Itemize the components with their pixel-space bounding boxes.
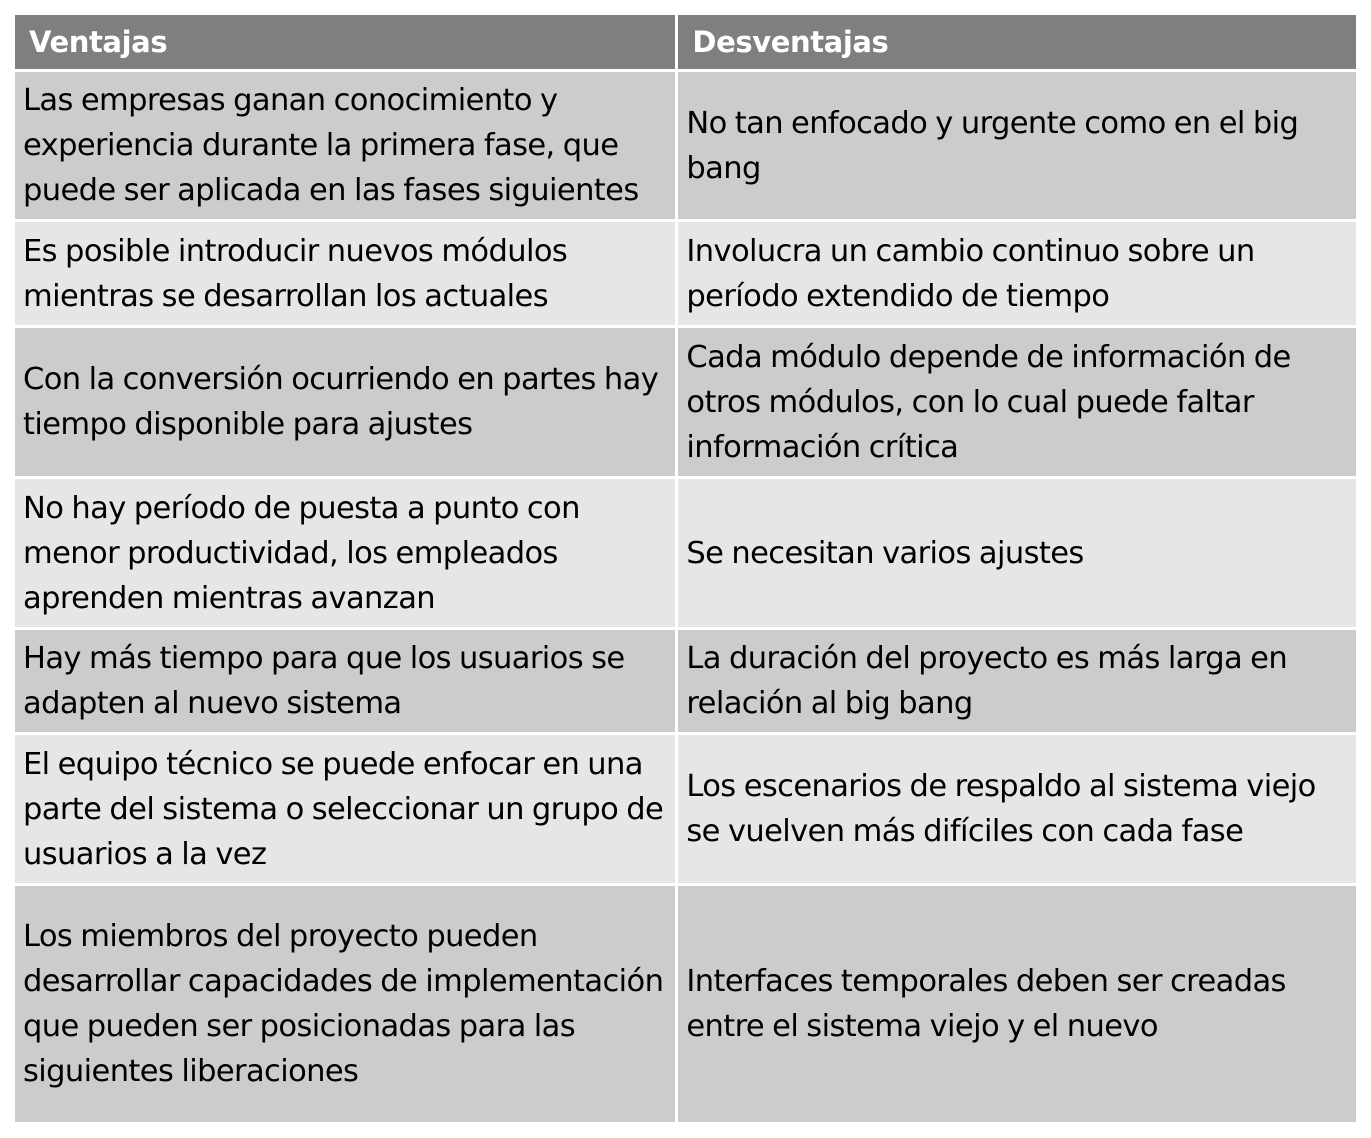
table-header bbox=[14, 14, 1358, 71]
desventaja-cell: Se necesitan varios ajustes bbox=[677, 478, 1358, 629]
ventaja-cell: Con la conversión ocurriendo en partes hay tiempo disponible para ajustes bbox=[14, 327, 677, 478]
desventaja-cell: Cada módulo depende de información de otros módulos, con lo cual puede faltar información crítica bbox=[677, 327, 1358, 478]
desventaja-cell: Los escenarios de respaldo al sistema viejo se vuelven más difíciles con cada fase bbox=[677, 734, 1358, 885]
desventaja-cell: Interfaces temporales deben ser creadas entre el sistema viejo y el nuevo bbox=[677, 885, 1358, 1124]
table-row bbox=[14, 885, 1358, 1124]
header-ventajas: Ventajas bbox=[14, 14, 677, 71]
table-row bbox=[14, 478, 1358, 629]
table-body bbox=[14, 71, 1358, 1124]
header-desventajas: Desventajas bbox=[677, 14, 1358, 71]
table-row bbox=[14, 734, 1358, 885]
desventaja-cell: Involucra un cambio continuo sobre un período extendido de tiempo bbox=[677, 221, 1358, 327]
header-row bbox=[14, 14, 1358, 71]
table-row bbox=[14, 71, 1358, 221]
ventaja-cell: Es posible introducir nuevos módulos mientras se desarrollan los actuales bbox=[14, 221, 677, 327]
comparison-table bbox=[12, 12, 1359, 1125]
ventaja-cell: Hay más tiempo para que los usuarios se adapten al nuevo sistema bbox=[14, 629, 677, 734]
desventaja-cell: No tan enfocado y urgente como en el big bang bbox=[677, 71, 1358, 221]
table-row bbox=[14, 327, 1358, 478]
ventaja-cell: El equipo técnico se puede enfocar en una parte del sistema o seleccionar un grupo de usuarios a la vez bbox=[14, 734, 677, 885]
desventaja-cell: La duración del proyecto es más larga en relación al big bang bbox=[677, 629, 1358, 734]
table-row bbox=[14, 221, 1358, 327]
ventaja-cell: No hay período de puesta a punto con menor productividad, los empleados aprenden mientras avanzan bbox=[14, 478, 677, 629]
ventaja-cell: Los miembros del proyecto pueden desarrollar capacidades de implementación que pueden ser posicionadas para las siguientes liberaciones bbox=[14, 885, 677, 1124]
table-row bbox=[14, 629, 1358, 734]
ventaja-cell: Las empresas ganan conocimiento y experiencia durante la primera fase, que puede ser aplicada en las fases siguientes bbox=[14, 71, 677, 221]
